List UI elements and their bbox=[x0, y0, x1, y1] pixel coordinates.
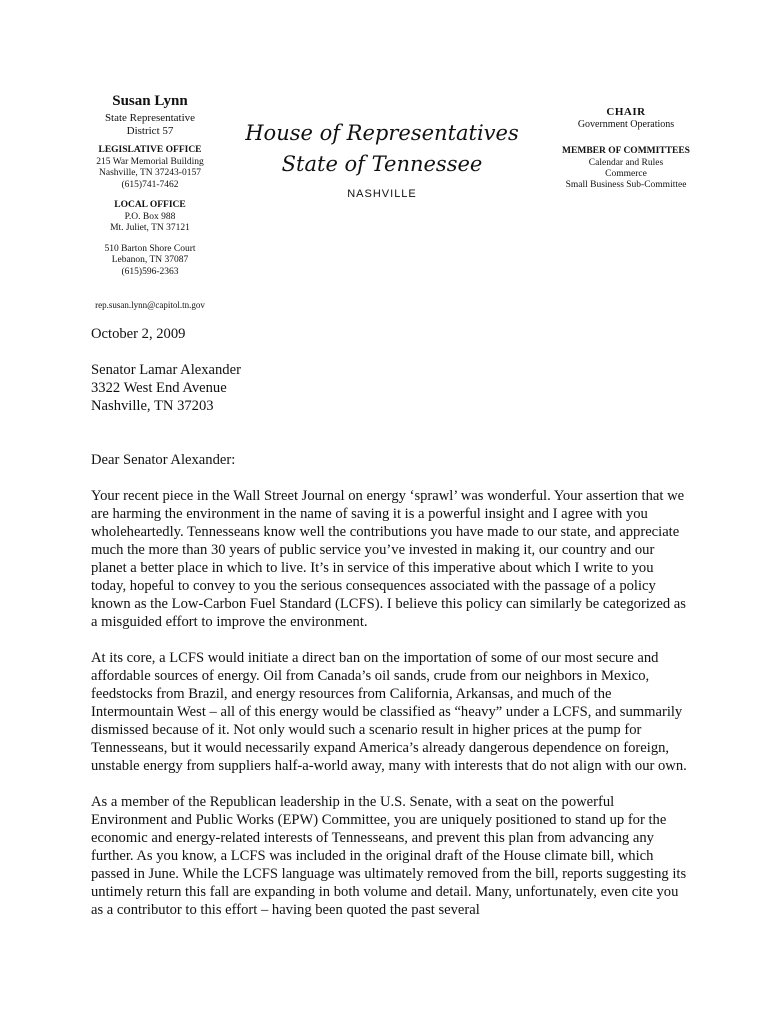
representative-info bbox=[70, 93, 230, 278]
local-office-phone: (615)596-2363 bbox=[121, 266, 179, 277]
legislative-office-phone: (615)741-7462 bbox=[121, 179, 179, 190]
representative-name: Susan Lynn bbox=[112, 93, 188, 109]
recipient-line: Nashville, TN 37203 bbox=[91, 398, 214, 414]
legislative-office-address-line2: Nashville, TN 37243-0157 bbox=[99, 168, 201, 178]
legislative-office-address-line1: 215 War Memorial Building bbox=[96, 156, 204, 167]
committee-item: Commerce bbox=[605, 168, 647, 179]
committee-item: Small Business Sub-Committee bbox=[565, 179, 687, 190]
representative-email: rep.susan.lynn@capitol.tn.gov bbox=[95, 300, 205, 310]
committee-item: Calendar and Rules bbox=[588, 157, 664, 168]
member-committees-heading: MEMBER OF COMMITTEES bbox=[562, 146, 690, 156]
legislative-office-heading: LEGISLATIVE OFFICE bbox=[98, 145, 202, 155]
recipient-address bbox=[91, 361, 691, 415]
masthead-line-house: House of Representatives bbox=[245, 121, 519, 145]
chair-heading: CHAIR bbox=[606, 106, 646, 118]
letter-body bbox=[91, 325, 691, 937]
letter-paragraph: Your recent piece in the Wall Street Journal on energy ‘sprawl’ was wonderful. Your assertion that we are harming the environment in the name of saving it is a powerful insight and I agree with you wholeheartedly. Tennesseans know well the contributions you have made to our state, and appreciate much the more than 30 years of public service you’ve invested in making it, our country and our planet a better place in which to live. It’s in service of this imperative about which I write to you today, hopeful to convey to you the serious consequences associated with the passage of a policy known as the Low-Carbon Fuel Standard (LCFS). I believe this policy can similarly be categorized as a misguided effort to improve the environment. bbox=[91, 488, 686, 630]
masthead-line-state: State of Tennessee bbox=[281, 152, 483, 176]
committee-info bbox=[538, 106, 714, 191]
local-office-address-line2: Mt. Juliet, TN 37121 bbox=[110, 223, 190, 233]
local-office-address-line4: Lebanon, TN 37087 bbox=[111, 255, 189, 265]
letter-paragraph: At its core, a LCFS would initiate a direct ban on the importation of some of our most secure and affordable sources of energy. Oil from Canada’s oil sands, crude from our neighbors in Mexico, feedstocks from Brazil, and energy resources from California, Arkansas, and much of the Intermountain West – all of this energy would be classified as “heavy” under a LCFS, and summarily dismissed because of it. Not only would such a scenario result in higher prices at the pump for Tennesseans, but it would necessarily expand America’s already dangerous dependence on foreign, unstable energy from suppliers half-a-world away, many with interests that do not align with our own. bbox=[91, 650, 687, 774]
local-office-address-line1: P.O. Box 988 bbox=[124, 211, 176, 222]
recipient-line: 3322 West End Avenue bbox=[91, 380, 227, 396]
local-office-heading: LOCAL OFFICE bbox=[114, 200, 186, 210]
representative-title: State Representative bbox=[104, 112, 196, 124]
masthead-city: NASHVILLE bbox=[347, 188, 417, 200]
representative-district: District 57 bbox=[126, 124, 174, 137]
letterhead-masthead bbox=[240, 118, 524, 200]
local-office-address-line3: 510 Barton Shore Court bbox=[104, 243, 196, 254]
recipient-line: Senator Lamar Alexander bbox=[91, 362, 241, 378]
chair-committee: Government Operations bbox=[577, 119, 675, 130]
salutation: Dear Senator Alexander: bbox=[91, 452, 236, 468]
letter-date: October 2, 2009 bbox=[91, 326, 186, 342]
letter-paragraph: As a member of the Republican leadership in the U.S. Senate, with a seat on the powerful Environment and Public Works (EPW) Committee, you are uniquely positioned to stand up for the economic and energy-related interests of Tennesseans, and prevent this plan from advancing any further. As you know, a LCFS was included in the original draft of the House climate bill, which passed in June. While the LCFS language was ultimately removed from the bill, reports suggesting its untimely return this fall are expanding in both volume and detail. Many, unfortunately, even cite you as a contributor to this effort – having been quoted the past several bbox=[91, 794, 687, 918]
